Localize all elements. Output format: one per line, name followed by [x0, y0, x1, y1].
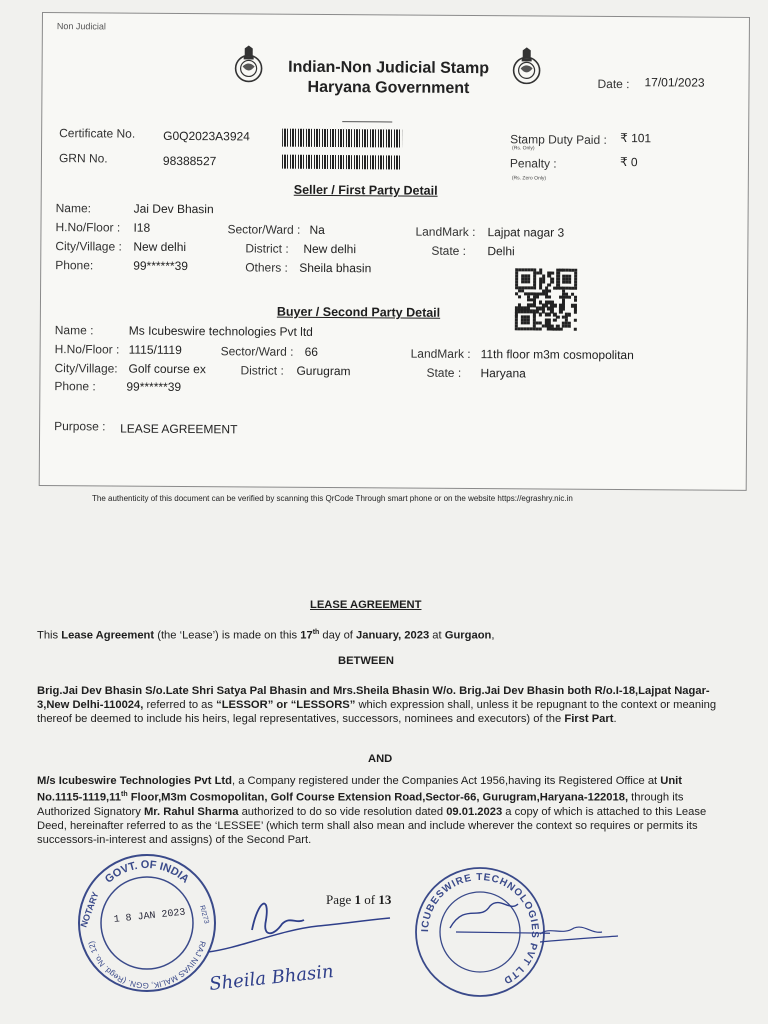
- lessee-text-8: authorized to do so vide resolution dated: [238, 805, 447, 818]
- qr-module: [559, 310, 562, 313]
- qr-module: [536, 295, 539, 298]
- intro-day: 17: [300, 629, 313, 642]
- page-current: 1: [354, 892, 362, 907]
- qr-module: [547, 313, 550, 316]
- qr-module: [538, 313, 541, 316]
- buyer-district-label: District :: [240, 363, 284, 378]
- seller-district-label: District :: [245, 241, 289, 256]
- lessee-text-6: through its Authorized Signatory: [37, 791, 684, 818]
- qr-module: [547, 295, 550, 298]
- lessee-resolution-date: 09.01.2023: [446, 805, 503, 818]
- seller-landmark-label: LandMark :: [415, 224, 476, 240]
- buyer-state: Haryana: [480, 366, 526, 381]
- certificate-label: Certificate No.: [59, 126, 136, 141]
- qr-module: [568, 325, 571, 328]
- stamp-title-line1: Indian-Non Judicial Stamp: [288, 58, 490, 78]
- buyer-district: Gurugram: [296, 363, 351, 379]
- penalty-value: ₹ 0: [619, 155, 638, 170]
- rs-zero-only-note: (Rs. Zero Only): [511, 175, 547, 182]
- penalty-label: Penalty :: [509, 156, 557, 171]
- seller-sector-label: Sector/Ward :: [227, 222, 301, 237]
- qr-module: [568, 313, 571, 316]
- seller-name: Jai Dev Bhasin: [133, 201, 214, 217]
- agreement-intro: [37, 626, 737, 643]
- intro-month-year: January, 2023: [356, 629, 430, 642]
- seller-district: New delhi: [303, 241, 357, 257]
- intro-text-2: Lease Agreement: [61, 629, 155, 642]
- grn-barcode: [282, 155, 402, 170]
- buyer-hno-label: H.No/Floor :: [54, 342, 120, 357]
- buyer-phone-label: Phone :: [54, 379, 96, 394]
- seller-section-title: Seller / First Party Detail: [293, 182, 438, 198]
- purpose-value: LEASE AGREEMENT: [120, 421, 238, 437]
- buyer-landmark-label: LandMark :: [410, 346, 471, 362]
- lessee-address: Floor,M3m Cosmopolitan, Golf Course Extension Road,Sector-66, Gurugram,Haryana-122018,: [127, 791, 629, 804]
- buyer-state-label: State :: [426, 365, 462, 380]
- verification-qr-code: [515, 268, 577, 330]
- intro-text-8: at: [429, 629, 445, 642]
- notary-date-stamp: 1 8 JAN 2023: [113, 907, 187, 926]
- stamp-certificate-box: [39, 12, 750, 491]
- date-value: 17/01/2023: [644, 75, 705, 90]
- date-label: Date :: [597, 76, 630, 92]
- haryana-emblem-right-icon: [510, 46, 542, 86]
- buyer-city: Golf course ex: [128, 361, 206, 377]
- seller-others-label: Others :: [245, 260, 288, 275]
- lessor-names: Brig.Jai Dev Bhasin S/o.Late Shri Satya Pal Bhasin and Mrs.Sheila Bhasin W/o. Brig.Jai Dev Bhasin both R/o.I-18,Lajpat Nagar-3,New Delhi-110024,: [37, 685, 710, 711]
- seller-state-label: State :: [431, 243, 467, 258]
- qr-module: [533, 286, 536, 289]
- page-text-3: of: [361, 892, 379, 907]
- buyer-phone: 99******39: [126, 379, 182, 394]
- qr-module: [538, 328, 541, 331]
- non-judicial-label: Non Judicial: [56, 21, 106, 32]
- qr-module: [551, 271, 554, 274]
- lessee-signatory: Mr. Rahul Sharma: [143, 805, 239, 818]
- intro-day-suffix: th: [312, 629, 320, 636]
- qr-module: [568, 295, 571, 298]
- seller-state: Delhi: [487, 244, 515, 259]
- and-heading: AND: [368, 753, 393, 765]
- lessee-company: M/s Icubeswire Technologies Pvt Ltd: [37, 775, 232, 787]
- authenticity-note: The authenticity of this document can be verified by scanning this QrCode Through smart phone or on the website https://egrashry.nic.in: [92, 494, 573, 503]
- qr-module: [527, 280, 530, 283]
- intro-text-10: ,: [491, 629, 495, 642]
- seller-name-label: Name:: [55, 201, 92, 216]
- qr-module: [542, 280, 545, 283]
- barcode-rule: [342, 121, 392, 122]
- qr-module: [574, 310, 577, 313]
- company-seal-ring-text: ICUBESWIRE TECHNOLOGIES PVT LTD: [419, 871, 541, 987]
- seller-city-label: City/Village :: [55, 239, 122, 254]
- lessee-unit-suffix: th: [121, 791, 128, 798]
- grn-value: 98388527: [162, 153, 217, 169]
- notary-ring-top: GOVT. OF INDIA: [102, 858, 192, 886]
- lessee-text-2: , a Company registered under the Companies Act 1956,having its Registered Office at: [232, 775, 661, 787]
- stamp-title-line2: Haryana Government: [307, 78, 470, 97]
- qr-module: [559, 328, 562, 331]
- qr-module: [556, 316, 559, 319]
- lessor-term: “LESSOR” or “LESSORS”: [216, 699, 356, 711]
- qr-module: [574, 319, 577, 322]
- qr-module: [548, 283, 551, 286]
- buyer-sector: 66: [304, 344, 319, 359]
- notary-side-label: NOTARY: [78, 890, 101, 929]
- qr-module: [574, 328, 577, 331]
- stamp-duty-label: Stamp Duty Paid :: [510, 132, 607, 147]
- lessee-paragraph: [37, 774, 727, 847]
- seller-phone: 99******39: [133, 258, 188, 274]
- qr-module: [574, 298, 577, 301]
- page-total: 13: [378, 892, 392, 907]
- qr-module: [518, 295, 521, 298]
- lessor-signatures: [200, 890, 400, 1010]
- company-signature-stroke: [540, 924, 620, 948]
- buyer-name-label: Name :: [54, 323, 94, 338]
- seller-hno: I18: [133, 220, 151, 235]
- qr-module: [574, 286, 577, 289]
- qr-module: [553, 319, 556, 322]
- buyer-sector-label: Sector/Ward :: [220, 344, 294, 359]
- stamp-duty-value: ₹ 101: [620, 131, 652, 146]
- lessee-unit: Unit No.1115-1119,11: [37, 775, 683, 804]
- seller-phone-label: Phone:: [55, 258, 94, 273]
- qr-module: [527, 322, 530, 325]
- qr-module: [568, 280, 571, 283]
- rs-only-note: (Rs. Only): [512, 145, 535, 152]
- signature-sheila-bhasin: Sheila Bhasin: [208, 961, 335, 995]
- qr-module: [553, 304, 556, 307]
- buyer-city-label: City/Village:: [54, 361, 118, 376]
- page-text-1: Page: [326, 892, 355, 907]
- between-heading: BETWEEN: [338, 655, 394, 667]
- svg-text:ICUBESWIRE TECHNOLOGIES PVT LT: [420, 872, 540, 986]
- qr-module: [562, 307, 565, 310]
- haryana-emblem-icon: [232, 44, 264, 84]
- seller-sector: Na: [309, 222, 325, 237]
- intro-place: Gurgaon: [444, 629, 492, 642]
- qr-module: [551, 280, 554, 283]
- buyer-hno: 1115/1119: [128, 342, 182, 357]
- seller-landmark: Lajpat nagar 3: [487, 225, 565, 240]
- svg-text:RAJ NIVAS MALIK, GGN. (Regd. N: [87, 940, 208, 990]
- company-seal: [410, 862, 550, 1002]
- buyer-section-title: Buyer / Second Party Detail: [276, 304, 441, 320]
- buyer-landmark: 11th floor m3m cosmopolitan: [480, 347, 634, 363]
- seller-city: New delhi: [133, 239, 187, 255]
- intro-text-3: (the ‘Lease’) is made on this: [154, 629, 301, 642]
- seller-hno-label: H.No/Floor :: [55, 220, 121, 235]
- lessor-paragraph: [37, 684, 733, 726]
- seller-others: Sheila bhasin: [299, 260, 372, 276]
- buyer-name: Ms Icubeswire technologies Pvt ltd: [128, 323, 313, 339]
- lessor-text-2: referred to as: [143, 699, 217, 711]
- qr-module: [548, 289, 551, 292]
- lessor-first-part: First Part: [564, 713, 614, 725]
- intro-text-1: This: [37, 629, 62, 642]
- grn-label: GRN No.: [58, 151, 108, 166]
- certificate-value: G0Q2023A3924: [163, 128, 250, 144]
- purpose-label: Purpose :: [54, 419, 106, 434]
- certificate-barcode: [282, 129, 402, 148]
- agreement-title: LEASE AGREEMENT: [310, 599, 422, 611]
- lessor-text-6: .: [613, 713, 617, 725]
- intro-text-6: day of: [319, 629, 357, 642]
- notary-ring-bottom: RAJ NIVAS MALIK, GGN. (Regd. No. 12): [86, 940, 208, 991]
- lessee-text-10: a copy of which is attached to this Lease Deed, hereinafter referred to as the ‘LESSEE’ (which term shall also mean and include wherever the context so requires or permits its successors-in-interest and assigns) of the Second Part.: [37, 805, 707, 846]
- lessor-text-4: which expression shall, unless it be repugnant to the context or meaning thereof be deemed to include his heirs, legal representatives, successors, nominees and executors) of the: [37, 699, 717, 725]
- notary-number: R/273: [198, 904, 210, 925]
